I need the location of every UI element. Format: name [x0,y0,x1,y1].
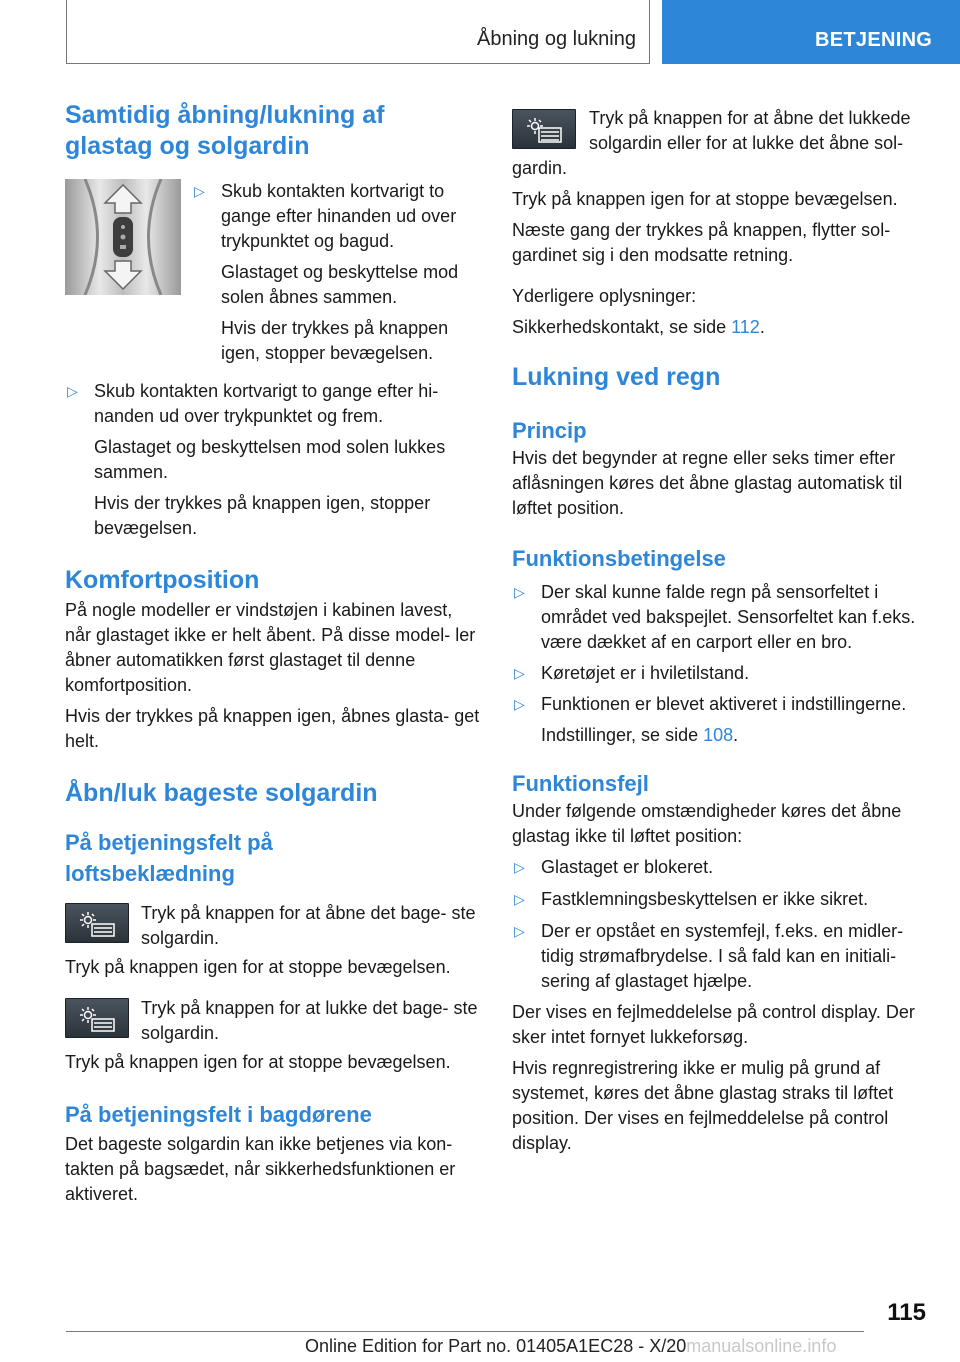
bullet-triangle-icon: ▷ [514,696,525,712]
bullet-triangle-icon: ▷ [194,183,205,199]
bullet-triangle-icon: ▷ [514,584,525,600]
malfunction-intro: Under følgende omstændigheder køres det åbne glastag ikke til løftet position: [512,801,902,846]
list-item: ▷ Glastaget er blokeret. [512,855,932,880]
blind-button-image [512,109,576,149]
komfort-paragraph-1: På nogle modeller er vindstøjen i kabinen lavest, når glastaget ikke er helt åbent. På disse model- ler åbner automatikken først glastaget til denne komfortposition. [65,600,476,695]
stop-text-1: Tryk på knappen igen for at stoppe bevægelsen. [65,957,451,977]
heading-rear-blind: Åbn/luk bageste solgardin [65,779,378,807]
komfort-paragraph-2: Hvis der trykkes på knappen igen, åbnes glasta- get helt. [65,706,480,751]
stop-text: Tryk på knappen igen for at stoppe bevægelsen. [512,189,898,209]
heading-rear-doors: På betjeningsfelt i bagdørene [65,1102,372,1127]
more-info-label: Yderligere oplysninger: [512,286,697,306]
toggle-blind-text: Tryk på knappen for at åbne det lukkede solgardin eller for at lukke det åbne sol- gardin. [512,108,911,178]
bullet-triangle-icon: ▷ [514,923,525,939]
rear-doors-paragraph: Det bageste solgardin kan ikke betjenes via kon- takten på bagsædet, når sikkerhedsfunktionen er aktiveret. [65,1134,456,1204]
list-item: ▷ Køretøjet er i hviletilstand. [512,661,932,686]
heading-komfort: Komfortposition [65,566,260,594]
close-rear-blind-text: Tryk på knappen for at lukke det bage- ste solgardin. [141,998,478,1043]
footer-edition: Online Edition for Part no. 01405A1EC28 - X/20manualsonline.info [305,1336,837,1356]
right-column [512,106,932,1156]
bullet-triangle-icon: ▷ [514,891,525,907]
list-item: ▷ Skub kontakten kortvarigt to gange efter hi- nanden ud over trykpunktet og frem. Glastaget og beskyttelsen mod solen lukkes sammen. Hvis der trykkes på knappen igen, stopper bevægelsen. [67,381,446,538]
close-rear-blind-block [65,996,480,1046]
list-item: ▷ Fastklemningsbeskyttelsen er ikke sikret. [512,887,932,912]
heading-rain-closing: Lukning ved regn [512,363,721,391]
footer-divider [66,1331,864,1332]
safety-switch-ref: Sikkerhedskontakt, se side 112. [512,317,765,337]
stop-text-2: Tryk på knappen igen for at stoppe bevægelsen. [65,1052,451,1072]
malfunction-paragraph-2: Hvis regnregistrering ikke er mulig på grund af systemet, køres det åbne glastag straks til løftet position. Der vises en fejlmeddelelse på control display. [512,1058,894,1153]
malfunction-paragraph-1: Der vises en fejlmeddelelse på control display. Der sker intet fornyet lukkeforsøg. [512,1002,915,1047]
heading-simultaneous: Samtidig åbning/lukning af glastag og solgardin [65,101,385,160]
heading-principle: Princip [512,418,587,443]
bullet-triangle-icon: ▷ [514,859,525,875]
chapter-tab: BETJENING [662,0,960,64]
next-press-text: Næste gang der trykkes på knappen, flytter sol- gardinet sig i den modsatte retning. [512,220,891,265]
principle-paragraph: Hvis det begynder at regne eller seks timer efter aflåsningen køres det åbne glastag automatisk til løftet position. [512,448,903,518]
left-column [65,100,480,1207]
watermark: manualsonline.info [686,1336,837,1356]
open-rear-blind-text: Tryk på knappen for at åbne det bage- ste solgardin. [141,903,476,948]
list-item: ▷ Funktionen er blevet aktiveret i indstillingerne. Indstillinger, se side 108. [512,692,932,748]
blind-button-image [65,998,129,1038]
bullet-triangle-icon: ▷ [67,383,78,399]
list-item: ▷ Der skal kunne falde regn på sensorfeltet i området ved bakspejlet. Sensorfeltet kan f.eks. være dækket af en carport eller en bro. [514,582,916,652]
roof-switch-icon [65,179,181,295]
heading-conditions: Funktionsbetingelse [512,546,726,571]
section-title: Åbning og lukning [476,28,636,50]
settings-ref: Indstillinger, se side 108. [541,725,739,745]
page-number: 115 [887,1299,926,1326]
toggle-blind-block [512,106,932,181]
heading-roof-panel: På betjeningsfelt på loftsbeklædning [65,830,273,886]
list-item: ▷ Der er opstået en systemfejl, f.eks. en midler- tidig strømafbrydelse. I så fald kan en initiali- sering af glastaget hjælpe. [514,921,904,991]
list-item: ▷ Skub kontakten kortvarigt to gange efter hinanden ud over trykpunktet og bagud. Glastaget og beskyttelse mod solen åbnes sammen. Hvis der trykkes på knappen igen, stopper bevægelsen. [194,181,459,363]
page-link-112[interactable]: 112 [731,317,760,337]
sunblind-toggle-icon [513,110,577,150]
sunblind-icon [66,999,130,1039]
roof-switch-image [65,179,181,295]
sunblind-icon [66,904,130,944]
bullet-triangle-icon: ▷ [514,665,525,681]
heading-malfunction: Funktionsfejl [512,771,649,796]
switch-illustration-block [65,179,480,366]
blind-button-image [65,903,129,943]
page-link-108[interactable]: 108 [703,725,734,745]
open-rear-blind-block [65,901,480,951]
